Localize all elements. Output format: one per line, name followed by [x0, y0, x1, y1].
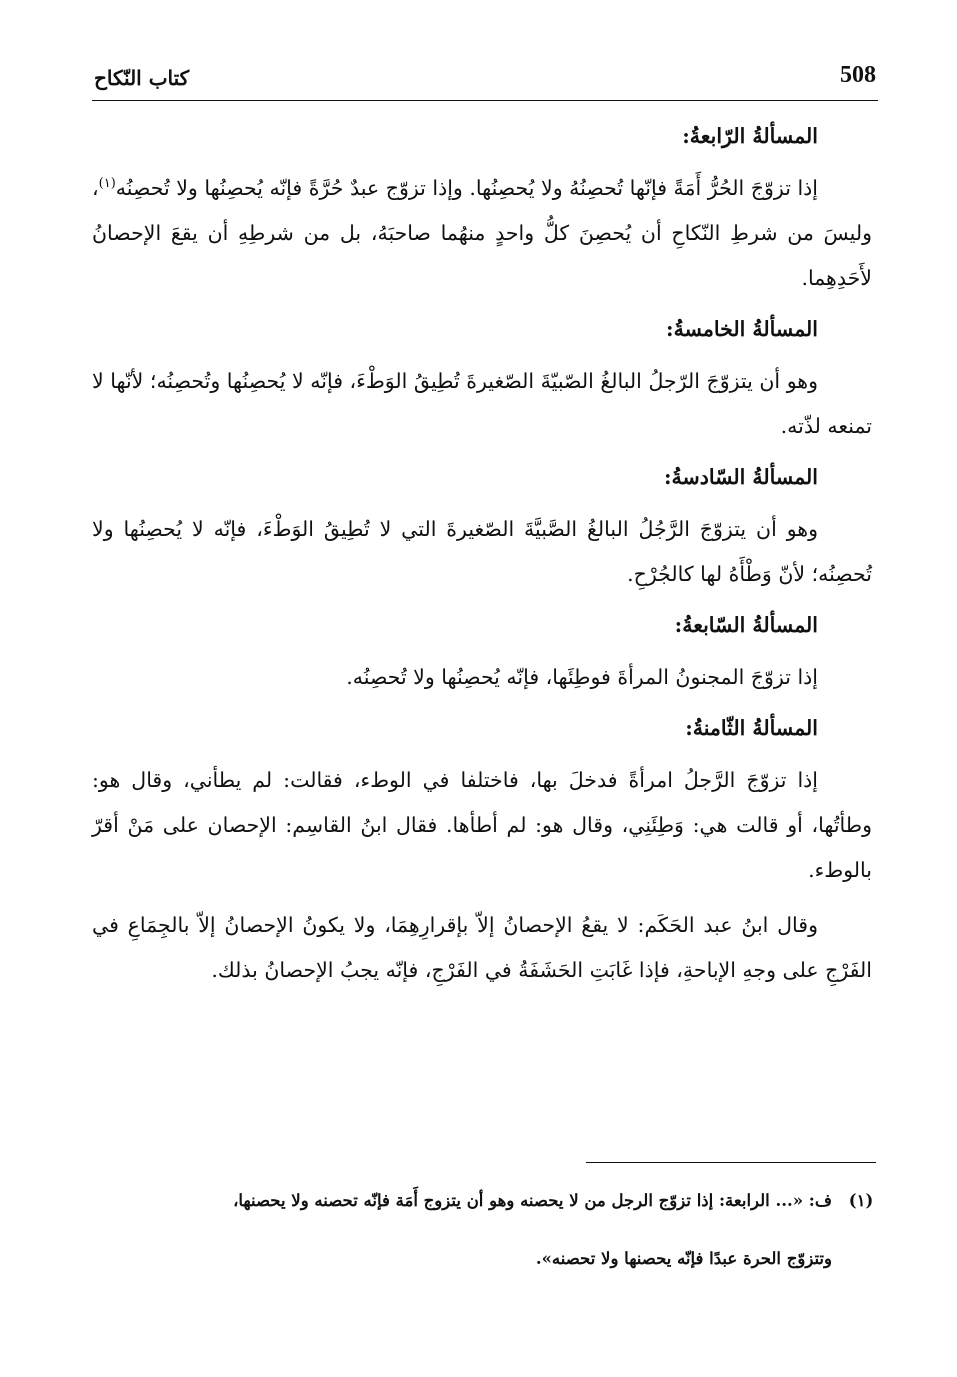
section-fifth-issue [92, 311, 872, 449]
footnote-reference[interactable]: (١) [98, 176, 116, 192]
footnote-divider [586, 1162, 876, 1163]
section-seventh-issue [92, 607, 872, 700]
footnote-number: (١) [848, 1191, 874, 1210]
paragraph: وهو أن يتزوّجَ الرّجلُ البالغُ الصّبيّةَ الصّغيرةَ تُطِيقُ الوَطْءَ، فإنّه لا يُحصِنُها وتُحصِنُه؛ لأنّها لا تمنعه لذّته. [92, 369, 872, 438]
paragraph-text: إذا تزوّجَ الحُرُّ أَمَةً فإنّها تُحصِنُهُ ولا يُحصِنُها. وإذا تزوّج عبدٌ حُرَّةً فإنّه يُحصِنُها ولا تُحصِنُه [115, 176, 818, 200]
footnotes [92, 1172, 878, 1288]
section-fourth-issue [92, 118, 872, 301]
section-heading: المسألةُ السّابعةُ: [674, 613, 818, 637]
main-text [92, 118, 872, 1003]
page-header [92, 60, 878, 101]
paragraph [92, 166, 872, 301]
section-heading: المسألةُ السّادسةُ: [663, 465, 818, 489]
paragraph: وقال ابنُ عبد الحَكَم: لا يقعُ الإحصانُ إلاّ بإقرارِهِمَا، ولا يكونُ الإحصانُ إلاّ بالجِمَاعِ في الفَرْجِ على وجهِ الإباحةِ، فإذا غَابَتِ الحَشَفَةُ في الفَرْجِ، فإنّه يجبُ الإحصانُ بذلك. [92, 913, 872, 982]
footnote-item [92, 1172, 878, 1230]
section-heading: المسألةُ الرّابعةُ: [682, 124, 818, 148]
running-title: كتاب النّكاح [94, 66, 190, 90]
footnote-continuation: وتتزوّج الحرة عبدًا فإنّه يحصنها ولا تحصنه». [535, 1249, 832, 1268]
page-number: 508 [840, 62, 876, 88]
paragraph: إذا تزوّجَ المجنونُ المرأةَ فوطِئَها، فإنّه يُحصِنُها ولا تُحصِنُه. [346, 665, 818, 689]
section-heading: المسألةُ الخامسةُ: [666, 317, 818, 341]
section-eighth-issue [92, 710, 872, 993]
paragraph-text: ، وليسَ من شرطِ النّكاحِ أن يُحصِنَ كلُّ واحدٍ منهُما صاحبَهُ، بل من شرطِهِ أن يقعَ الإحصانُ لأَحَدِهِما. [92, 176, 872, 290]
paragraph: إذا تزوّجَ الرَّجلُ امرأةً فدخلَ بها، فاختلفا في الوطء، فقالت: لم يطأني، وقال هو: وطأتُها، أو قالت هي: وَطِئَنِي، وقال هو: لم أطأها. فقال ابنُ القاسِم: الإحصان على مَنْ أقرّ بالوطء. [92, 768, 872, 882]
section-heading: المسألةُ الثّامنةُ: [685, 716, 818, 740]
footnote-text: ف: «... الرابعة: إذا تزوّج الرجل من لا يحصنه وهو أن يتزوج أَمَة فإنّه تحصنه ولا يحصنها، [233, 1191, 832, 1210]
paragraph: وهو أن يتزوّجَ الرَّجُلُ البالغُ الصَّبيَّةَ الصّغيرةَ التي لا تُطِيقُ الوَطْءَ، فإنّه لا يُحصِنُها ولا تُحصِنُه؛ لأنّ وَطْأَهُ لها كالجُرْحِ. [92, 517, 872, 586]
section-sixth-issue [92, 459, 872, 597]
